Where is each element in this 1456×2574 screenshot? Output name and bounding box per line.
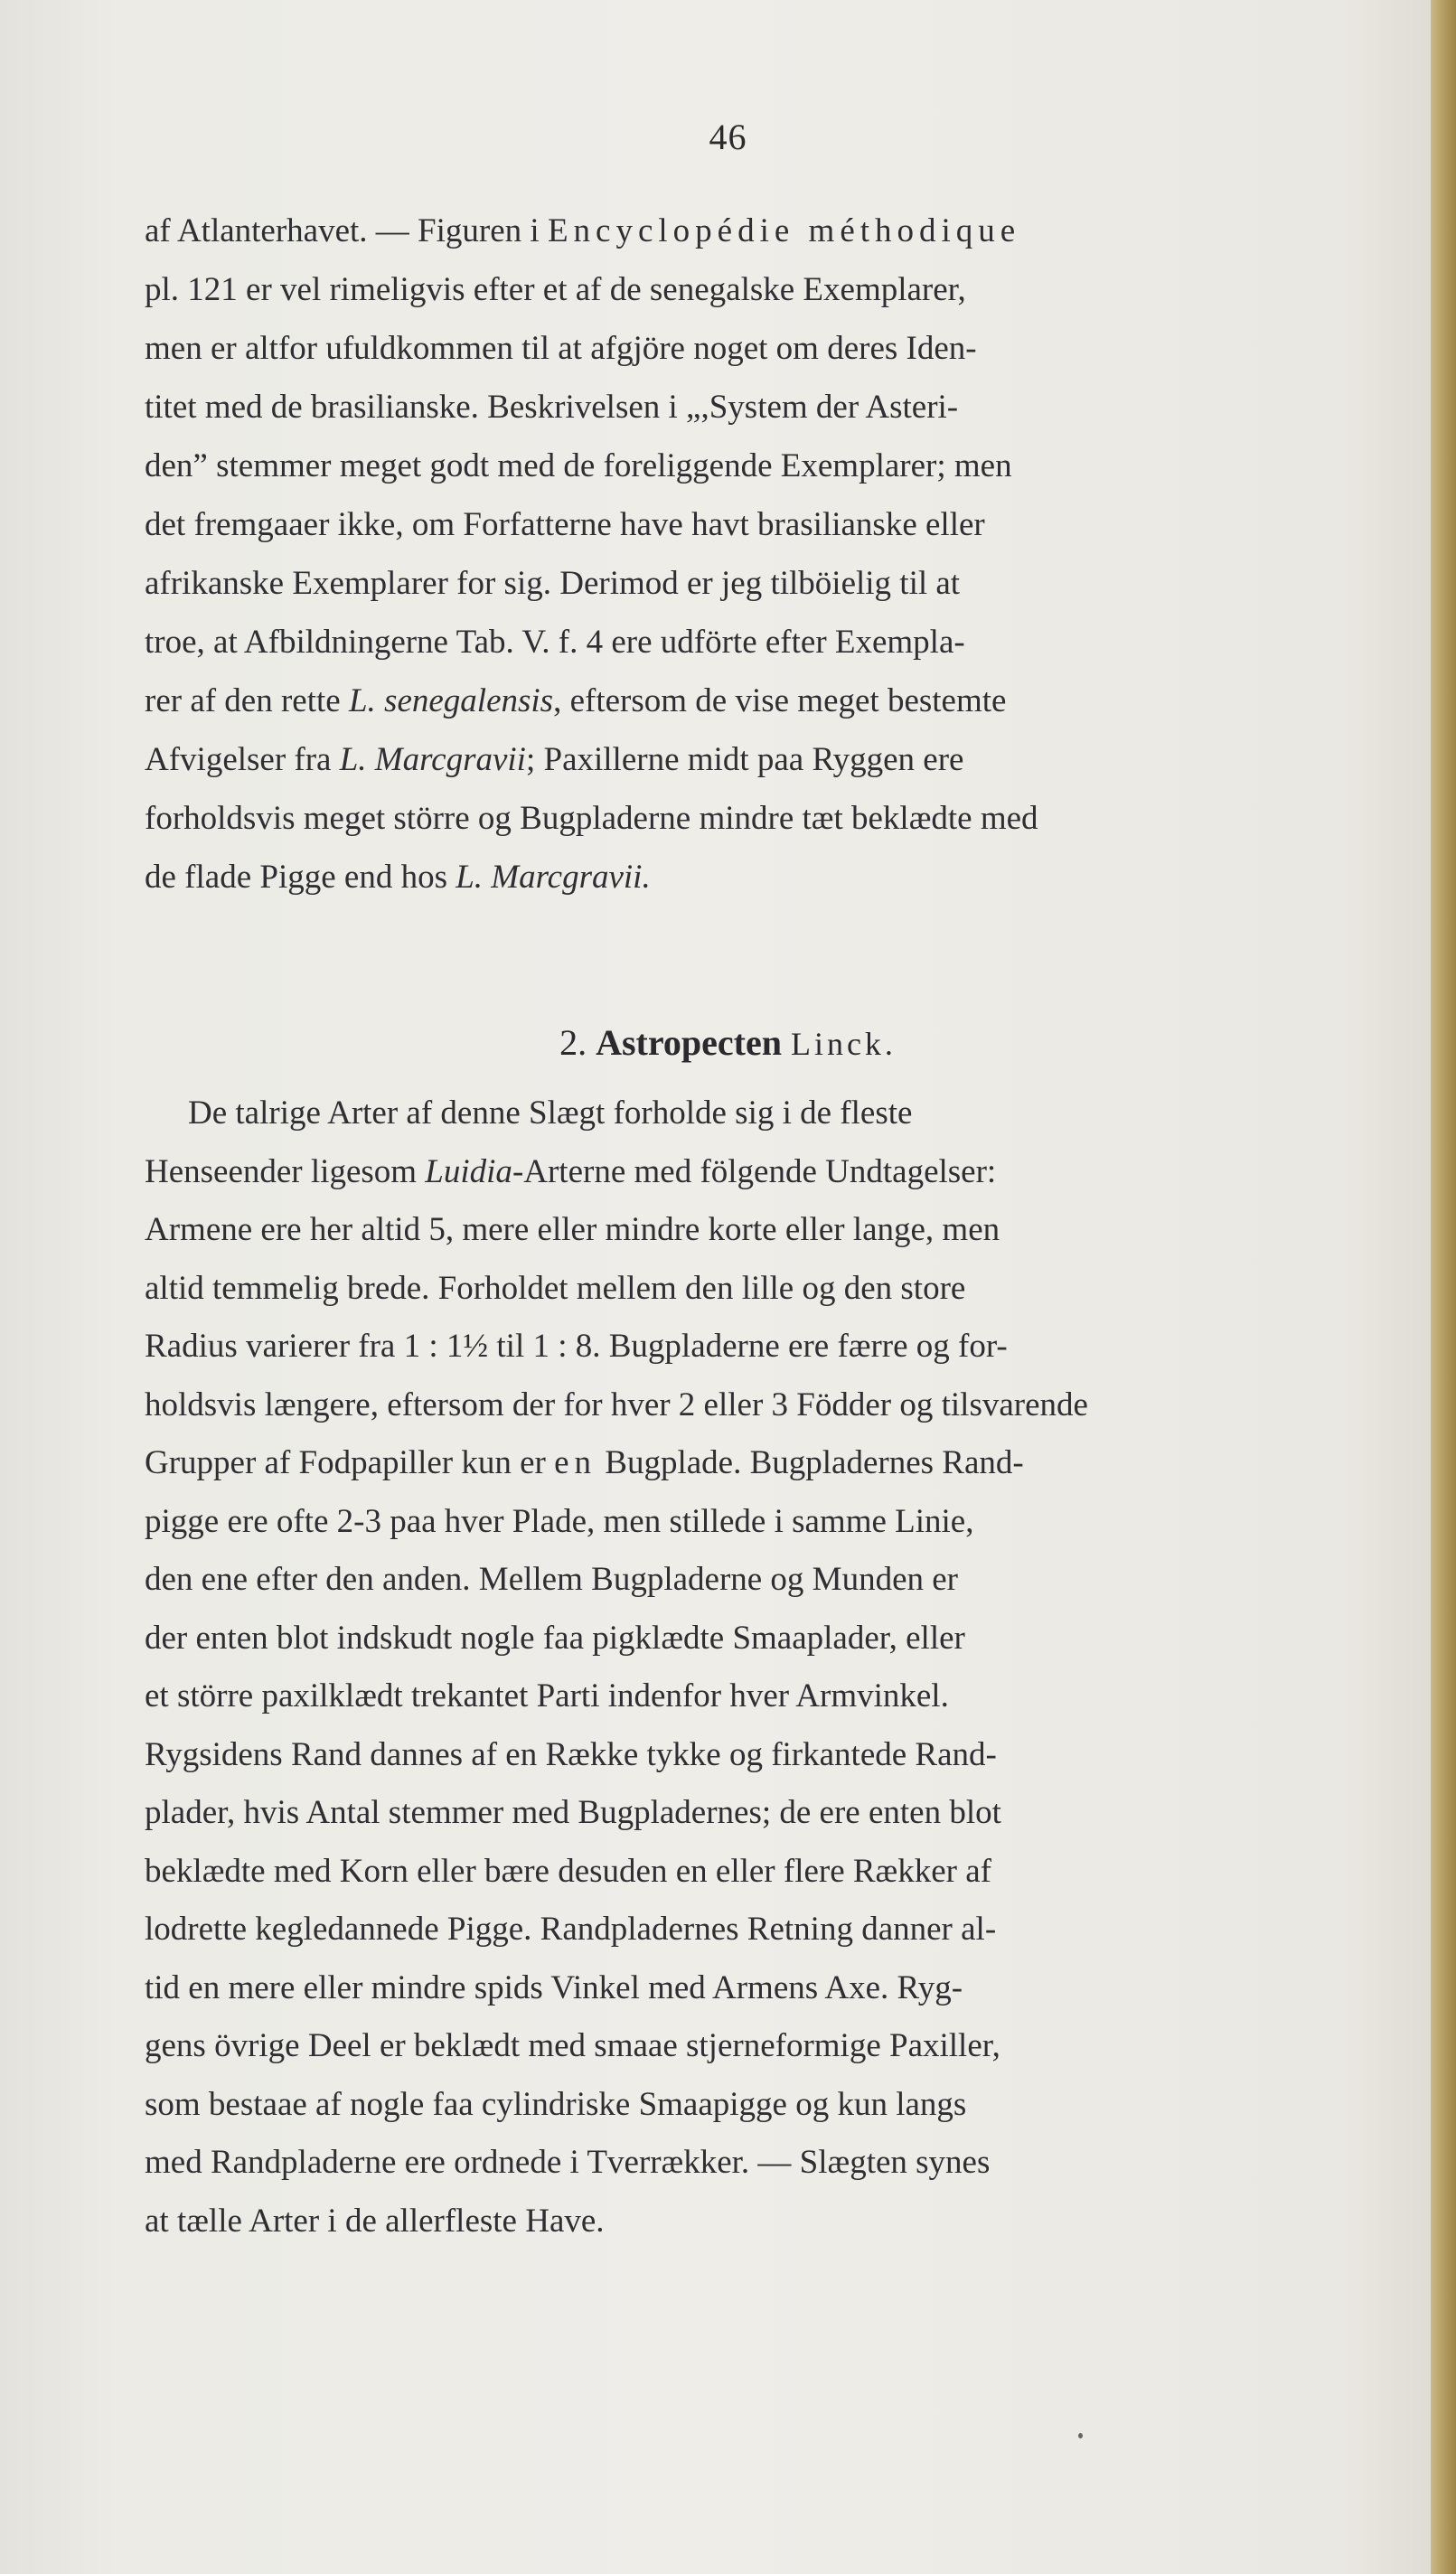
text-segment: tid en mere eller mindre spids Vinkel med Armens Axe. Ryg- xyxy=(145,1968,963,2006)
text-segment: Encyclopédie méthodique xyxy=(547,212,1021,249)
ink-speck xyxy=(1078,2433,1083,2438)
text-segment: L. senegalensis xyxy=(348,682,554,719)
text-line xyxy=(145,2200,605,2243)
text-line xyxy=(145,386,958,429)
text-segment: troe, at Afbildningerne Tab. V. f. 4 ere udförte efter Exempla- xyxy=(145,624,965,661)
text-line xyxy=(145,2141,990,2184)
text-line xyxy=(145,1908,996,1951)
text-segment: gens övrige Deel er beklædt med smaae stjerneformige Paxiller, xyxy=(145,2027,1000,2064)
text-segment: at tælle Arter i de allerfleste Have. xyxy=(145,2202,605,2240)
text-line xyxy=(145,1617,965,1660)
text-line xyxy=(188,1092,912,1135)
text-segment: Rygsidens Rand dannes af en Række tykke og firkantede Rand- xyxy=(145,1735,997,1773)
page-edge xyxy=(1431,0,1456,2574)
text-segment: Luidia xyxy=(425,1152,512,1190)
text-line xyxy=(145,562,960,606)
text-segment: rer af den rette xyxy=(145,682,349,719)
text-segment: forholdsvis meget större og Bugpladerne mindre tæt beklædte med xyxy=(145,800,1038,837)
text-segment: med Randpladerne ere ordnede i Tverrækker. — Slægten synes xyxy=(145,2144,991,2181)
text-segment: Armene ere her altid 5, mere eller mindre korte eller lange, men xyxy=(145,1211,1000,1248)
text-segment: der enten blot indskudt nogle faa pigklædte Smaaplader, eller xyxy=(145,1619,965,1657)
text-segment: som bestaae af nogle faa cylindriske Smaapigge og kun langs xyxy=(145,2085,967,2123)
text-line xyxy=(145,268,966,312)
text-line xyxy=(145,621,965,664)
text-line xyxy=(145,1208,1000,1252)
text-line xyxy=(145,445,1012,488)
text-line xyxy=(145,1558,958,1602)
text-segment: , eftersom de vise meget bestemte xyxy=(553,682,1007,719)
page-number: 46 xyxy=(709,117,747,157)
text-line xyxy=(145,1325,1008,1368)
text-line xyxy=(145,210,1020,253)
text-line xyxy=(145,1733,997,1777)
section-heading xyxy=(0,1021,1456,1064)
section-author: Linck. xyxy=(790,1026,897,1062)
text-line xyxy=(145,797,1038,841)
text-line xyxy=(145,1384,1088,1427)
text-line xyxy=(145,1791,1001,1835)
text-line xyxy=(145,1967,963,2010)
text-segment: titet med de brasilianske. Beskrivelsen i „,System der Asteri- xyxy=(145,389,959,426)
text-segment: L. Marcgravii. xyxy=(456,859,651,896)
text-line xyxy=(145,1500,973,1544)
text-segment: Radius varierer fra 1 : 1½ til 1 : 8. Bugpladerne ere færre og for- xyxy=(145,1328,1008,1365)
text-line xyxy=(145,1675,949,1718)
text-segment: Bugplade. Bugpladernes Rand- xyxy=(596,1444,1024,1481)
text-segment: den ene efter den anden. Mellem Bugpladerne og Munden er xyxy=(145,1561,958,1598)
section-title: Astropecten xyxy=(596,1022,782,1063)
text-segment: af Atlanterhavet. — Figuren i xyxy=(145,212,548,249)
text-segment: en xyxy=(554,1444,597,1481)
text-segment: pl. 121 er vel rimeligvis efter et af de senegalske Exemplarer, xyxy=(145,271,966,308)
text-line xyxy=(145,327,977,371)
text-line xyxy=(145,1442,1024,1485)
text-line xyxy=(145,503,985,547)
text-line xyxy=(145,1267,965,1310)
text-line xyxy=(145,738,963,782)
text-line xyxy=(145,856,651,899)
text-segment: den” stemmer meget godt med de foreliggende Exemplarer; men xyxy=(145,447,1012,484)
section-number: 2. xyxy=(559,1022,587,1063)
text-segment: lodrette kegledannede Pigge. Randpladernes Retning danner al- xyxy=(145,1911,997,1948)
text-line xyxy=(145,1850,991,1893)
text-segment: afrikanske Exemplarer for sig. Derimod er jeg tilböielig til at xyxy=(145,565,961,602)
text-line xyxy=(145,1151,996,1194)
text-segment: men er altfor ufuldkommen til at afgjöre noget om deres Iden- xyxy=(145,330,977,367)
text-segment: Henseender ligesom xyxy=(145,1152,426,1190)
text-segment: Grupper af Fodpapiller kun er xyxy=(145,1444,555,1481)
text-line xyxy=(145,2024,1000,2068)
text-segment: holdsvis længere, eftersom der for hver 2 eller 3 Födder og tilsvarende xyxy=(145,1386,1088,1423)
text-segment: De talrige Arter af denne Slægt forholde sig i de fleste xyxy=(188,1094,913,1132)
text-segment: beklædte med Korn eller bære desuden en eller flere Rækker af xyxy=(145,1852,991,1890)
text-segment: altid temmelig brede. Forholdet mellem den lille og den store xyxy=(145,1269,966,1307)
text-segment: det fremgaaer ikke, om Forfatterne have havt brasilianske eller xyxy=(145,506,985,543)
text-line xyxy=(145,680,1006,723)
text-segment: et större paxilklædt trekantet Parti indenfor hver Armvinkel. xyxy=(145,1677,949,1714)
text-segment: plader, hvis Antal stemmer med Bugpladernes; de ere enten blot xyxy=(145,1794,1001,1831)
text-line xyxy=(145,2083,966,2127)
text-segment: Afvigelser fra xyxy=(145,741,340,778)
text-segment: ; Paxillerne midt paa Ryggen ere xyxy=(525,741,964,778)
text-segment: L. Marcgravii xyxy=(339,741,526,778)
text-segment: de flade Pigge end hos xyxy=(145,859,456,896)
text-segment: pigge ere ofte 2-3 paa hver Plade, men stillede i samme Linie, xyxy=(145,1502,974,1540)
text-segment: -Arterne med fölgende Undtagelser: xyxy=(512,1152,997,1190)
